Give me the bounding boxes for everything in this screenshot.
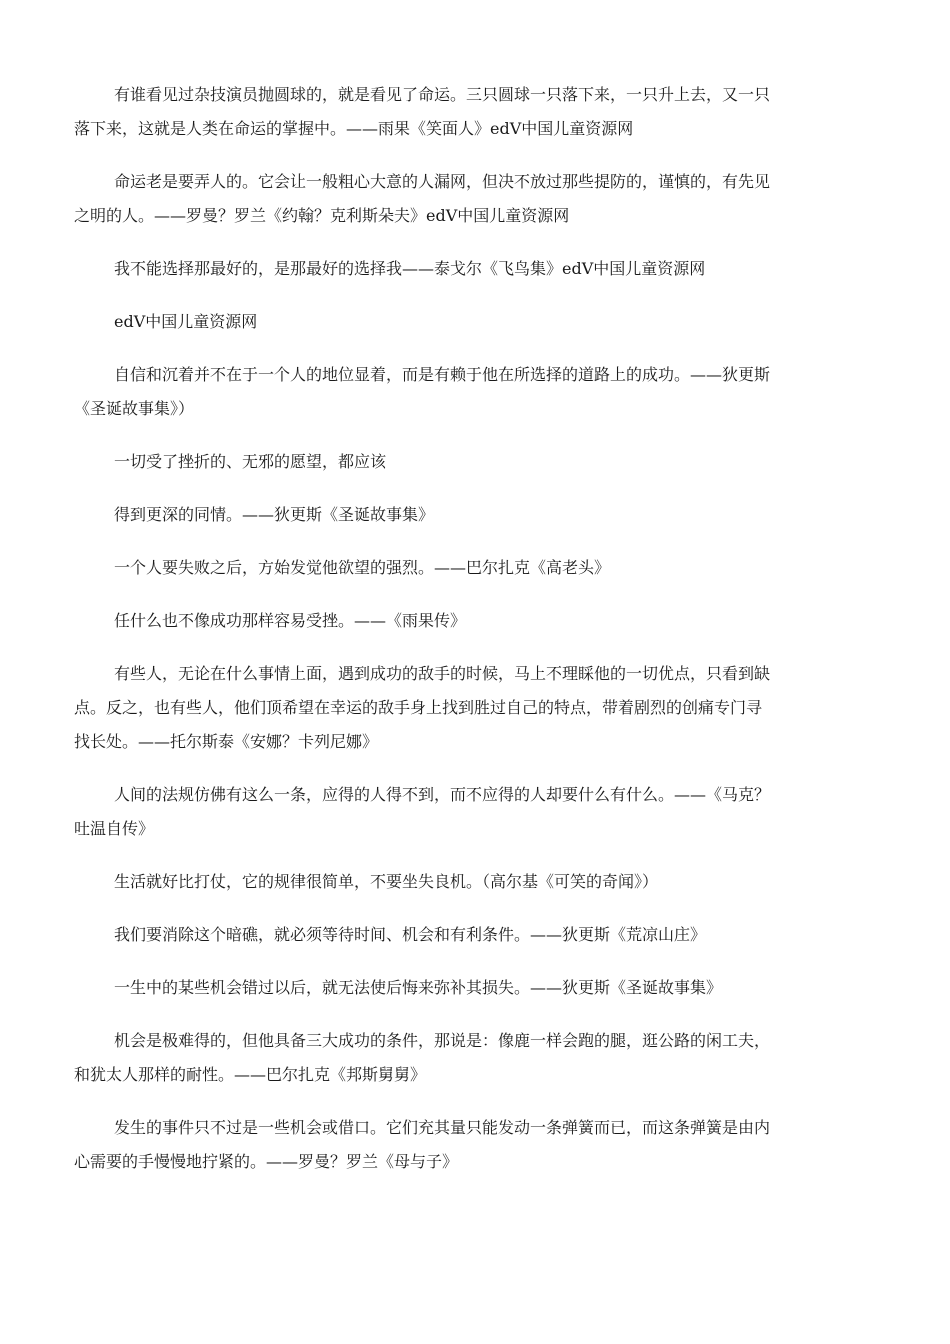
paragraph — [114, 865, 862, 899]
text-line: 我们要消除这个暗礁，就必须等待时间、机会和有利条件。——狄更斯《荒凉山庄》 — [114, 925, 707, 944]
paragraph — [114, 604, 862, 638]
text-line: 任什么也不像成功那样容易受挫。——《雨果传》 — [114, 611, 467, 630]
text-line: 《圣诞故事集》） — [74, 399, 195, 418]
text-line: 心需要的手慢慢地拧紧的。——罗曼？罗兰《母与子》 — [74, 1152, 459, 1171]
text-line: edV中国儿童资源网 — [114, 312, 258, 331]
paragraph — [74, 657, 862, 759]
text-line: 一切受了挫折的、无邪的愿望，都应该 — [114, 452, 387, 471]
text-line: 和犹太人那样的耐性。——巴尔扎克《邦斯舅舅》 — [74, 1065, 427, 1084]
text-line: 吐温自传》 — [74, 819, 155, 838]
text-line: 生活就好比打仗，它的规律很简单，不要坐失良机。（高尔基《可笑的奇闻》） — [114, 872, 659, 891]
text-line: 落下来，这就是人类在命运的掌握中。——雨果《笑面人》edV中国儿童资源网 — [74, 119, 634, 138]
paragraph — [114, 498, 862, 532]
paragraph — [74, 1024, 862, 1092]
text-line: 之明的人。——罗曼？罗兰《约翰？克利斯朵夫》edV中国儿童资源网 — [74, 206, 570, 225]
text-line: 有谁看见过杂技演员抛圆球的，就是看见了命运。三只圆球一只落下来，一只升上去，又一只 — [114, 85, 771, 104]
paragraph — [114, 305, 862, 339]
text-line: 机会是极难得的，但他具备三大成功的条件，那说是：像鹿一样会跑的腿，逛公路的闲工夫， — [114, 1031, 771, 1050]
paragraph — [74, 358, 862, 426]
paragraph — [74, 1111, 862, 1179]
text-line: 我不能选择那最好的，是那最好的选择我——泰戈尔《飞鸟集》edV中国儿童资源网 — [114, 259, 706, 278]
text-line: 有些人，无论在什么事情上面，遇到成功的敌手的时候，马上不理睬他的一切优点，只看到缺 — [114, 664, 771, 683]
paragraph — [74, 165, 862, 233]
text-line: 人间的法规仿佛有这么一条，应得的人得不到，而不应得的人却要什么有什么。——《马克？ — [114, 785, 771, 804]
paragraph — [114, 252, 862, 286]
text-line: 发生的事件只不过是一些机会或借口。它们充其量只能发动一条弹簧而已，而这条弹簧是由内 — [114, 1118, 771, 1137]
paragraph — [114, 445, 862, 479]
document-body — [74, 78, 862, 1179]
paragraph — [74, 778, 862, 846]
text-line: 自信和沉着并不在于一个人的地位显着，而是有赖于他在所选择的道路上的成功。——狄更斯 — [114, 365, 771, 384]
paragraph — [114, 971, 862, 1005]
text-line: 一生中的某些机会错过以后，就无法使后悔来弥补其损失。——狄更斯《圣诞故事集》 — [114, 978, 723, 997]
text-line: 得到更深的同情。——狄更斯《圣诞故事集》 — [114, 505, 435, 524]
paragraph — [74, 78, 862, 146]
paragraph — [114, 918, 862, 952]
paragraph — [114, 551, 862, 585]
text-line: 一个人要失败之后，方始发觉他欲望的强烈。——巴尔扎克《高老头》 — [114, 558, 611, 577]
text-line: 点。反之，也有些人，他们顶希望在幸运的敌手身上找到胜过自己的特点，带着剧烈的创痛专门寻 — [74, 698, 763, 717]
text-line: 命运老是要弄人的。它会让一般粗心大意的人漏网，但决不放过那些提防的，谨慎的，有先见 — [114, 172, 771, 191]
text-line: 找长处。——托尔斯泰《安娜？卡列尼娜》 — [74, 732, 379, 751]
